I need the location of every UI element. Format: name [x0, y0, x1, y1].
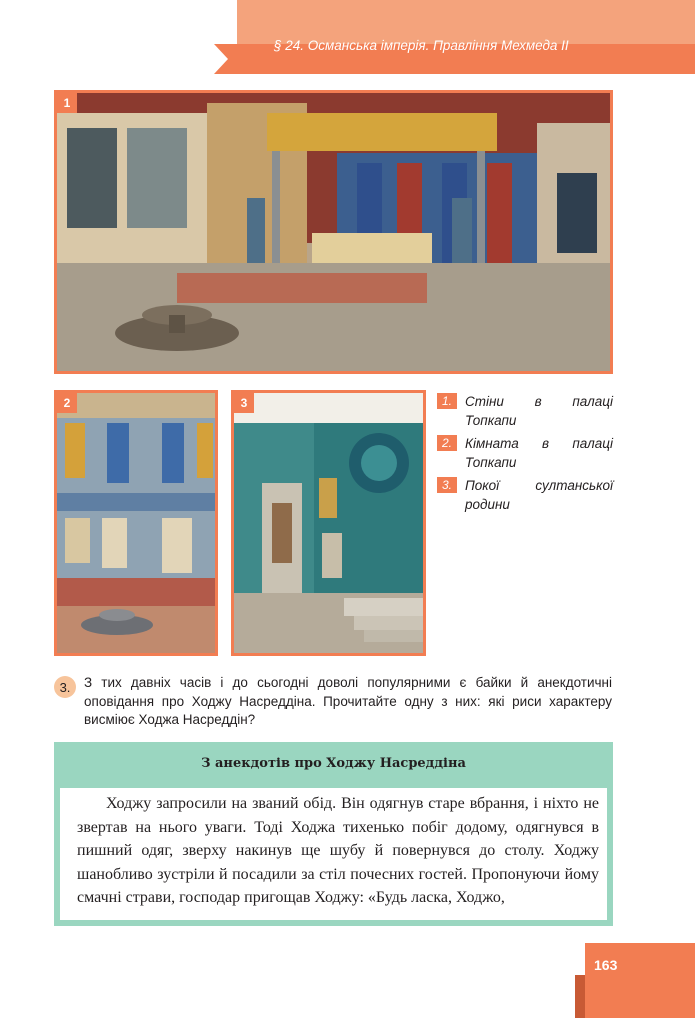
page-number: 163 — [594, 957, 618, 973]
reading-box-text: Ходжу запросили на званий обід. Він одягнув старе вбрання, і ніхто не звертав на нього уваги. Тоді Ходжа тихенько побіг додому, одягнувся в пишний одяг, зверху накинув ще шубу й повернувся до столу. Ходжу шанобливо зустріли й посадили за стіл почесних гостей. Пропонуючи йому смачні страви, господар пригощав Ходжу: «Будь ласка, Ходжо, — [77, 795, 599, 906]
caption-1 — [437, 392, 613, 430]
caption-3 — [437, 476, 613, 514]
caption-1-number: 1. — [437, 393, 457, 409]
photo-1-illustration — [57, 93, 610, 371]
reading-box — [54, 742, 613, 926]
photo-3-illustration — [234, 393, 423, 653]
photo-2-palace-room — [54, 390, 218, 656]
header-notch — [214, 44, 228, 74]
caption-3-text: Покої султанської родини — [465, 478, 613, 512]
reading-box-title: З анекдотів про Ходжу Насреддіна — [201, 756, 466, 771]
photo-3-number: 3 — [234, 393, 254, 413]
caption-3-number: 3. — [437, 477, 457, 493]
page-number-shadow — [575, 975, 585, 1018]
page-number-box — [585, 943, 695, 1018]
caption-2-number: 2. — [437, 435, 457, 451]
question-number-badge: 3. — [54, 676, 76, 698]
section-title: § 24. Османська імперія. Правління Мехмеда II — [274, 38, 569, 53]
photo-2-illustration — [57, 393, 215, 653]
caption-2-text: Кімната в палаці Топкапи — [465, 436, 613, 470]
photo-3-sultan-chambers — [231, 390, 426, 656]
photo-1-number: 1 — [57, 93, 77, 113]
photo-captions — [437, 392, 613, 518]
caption-1-text: Стіни в палаці Топкапи — [465, 394, 613, 428]
photo-1-palace-hall — [54, 90, 613, 374]
reading-box-body — [60, 788, 607, 920]
question-text: З тих давніх часів і до сьогодні доволі популярними є байки й анекдотичні оповідання про Ходжу Насреддіна. Прочитайте одну з них: які риси характеру висміює Ходжа Насреддін? — [84, 675, 612, 727]
photo-2-number: 2 — [57, 393, 77, 413]
caption-2 — [437, 434, 613, 472]
